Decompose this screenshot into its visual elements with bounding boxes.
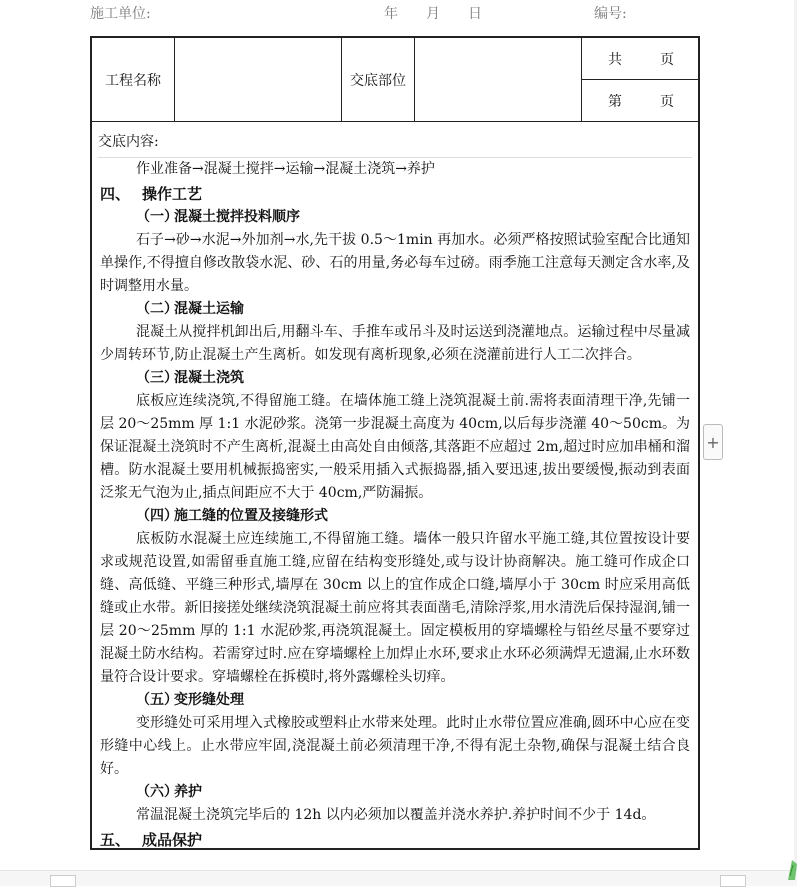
subsection-heading — [100, 298, 690, 321]
section-heading — [100, 183, 690, 206]
total-label: 共 — [608, 51, 622, 68]
part-label: 交底部位 — [350, 72, 406, 89]
paragraph: 变形缝处可采用埋入式橡胶或塑料止水带来处理。此时止水带位置应准确,圆环中心应在变形缝中心线上。止水带应牢固,浇混凝土前必须清理干净,不得有泥土杂物,确保与混凝土结合良好。 — [100, 715, 690, 777]
project-name-value[interactable] — [175, 38, 341, 121]
page-unit-label: 页 — [660, 51, 674, 68]
handover-content — [92, 121, 698, 850]
current-page-row — [582, 80, 700, 121]
subsection-title: 变形缝处理 — [174, 692, 244, 708]
subsection-heading — [100, 689, 690, 712]
number-label: 编号: — [594, 6, 627, 22]
subsection-title: 混凝土浇筑 — [174, 370, 244, 386]
side-expand-button[interactable] — [703, 424, 723, 460]
part-value[interactable] — [415, 38, 581, 121]
subsection-heading — [100, 505, 690, 528]
subsection-number: （三） — [136, 370, 178, 386]
subsection-heading — [100, 367, 690, 390]
page-count-cell — [582, 38, 700, 121]
total-pages-row — [582, 38, 700, 80]
construction-unit-label: 施工单位: — [90, 6, 151, 22]
process-flow: 作业准备→混凝土搅拌→运输→混凝土浇筑→养护 — [136, 161, 435, 177]
page-unit-label: 页 — [660, 93, 674, 110]
subsection-heading — [100, 206, 690, 229]
bottom-scrollbar[interactable] — [0, 870, 797, 886]
paragraph: 常温混凝土浇筑完毕后的 12h 以内必须加以覆盖并浇水养护.养护时间不少于 14d。 — [136, 807, 656, 823]
plus-icon: + — [706, 432, 720, 452]
section-title: 操作工艺 — [142, 185, 203, 203]
paragraph: 底板应连续浇筑,不得留施工缝。在墙体施工缝上浇筑混凝土前.需将表面清理干净,先铺一层 20～25mm 厚 1:1 水泥砂浆。浇第一步混凝土高度为 40cm,以后每步浇灌 40～50cm。为保证混凝土浇筑时不产生离析,混凝土由高处自由倾落,其落距不应超过 2m,超过时应加串桶和溜槽。防水混凝土要用机械振捣密实,一般采用插入式振捣器,插入要迅速,拔出要缓慢,振动到表面泛浆无气泡为止,插点间距应不大于 40cm,严防漏振。 — [100, 393, 690, 501]
subsection-number: （五） — [136, 692, 178, 708]
section-number: 四、 — [100, 185, 131, 203]
scrollbar-stub-right[interactable] — [720, 875, 746, 887]
paragraph: 混凝土从搅拌机卸出后,用翻斗车、手推车或吊斗及时运送到浇灌地点。运输过程中尽量减少周转环节,防止混凝土产生离析。如发现有离析现象,必须在浇灌前进行人工二次拌合。 — [100, 324, 690, 363]
day-label: 日 — [468, 6, 482, 22]
paragraph: 底板防水混凝土应连续施工,不得留施工缝。墙体一般只许留水平施工缝,其位置按设计要求或规范设置,如需留垂直施工缝,应留在结构变形缝处,或与设计协商解决。施工缝可作成企口缝、高低缝、平缝三种形式,墙厚在 30cm 以上的宜作成企口缝,墙厚小于 30cm 时应采用高低缝或止水带。新旧接搓处继续浇筑混凝土前应将其表面凿毛,清除浮浆,用水清洗后保持湿润,铺一层 20～25mm 厚的 1:1 水泥砂浆,再浇筑混凝土。固定模板用的穿墙螺栓与铅丝尽量不要穿过混凝土防水结构。若需穿过时.应在穿墙螺栓上加焊止水环,要求止水环必须满焊无遗漏,止水环数量符合设计要求。穿墙螺栓在拆模时,将外露螺栓头切痒。 — [100, 531, 690, 685]
green-leaf-icon — [786, 856, 797, 880]
section-heading — [100, 829, 690, 850]
form-header-row — [92, 38, 698, 122]
subsection-title: 养护 — [174, 784, 202, 800]
handover-form — [90, 36, 700, 850]
subsection-title: 施工缝的位置及接缝形式 — [174, 508, 328, 524]
subsection-number: （二） — [136, 301, 178, 317]
project-name-label: 工程名称 — [105, 72, 161, 89]
content-body — [92, 158, 698, 850]
section-number: 五、 — [100, 831, 131, 849]
paragraph: 石子→砂→水泥→外加剂→水,先干拔 0.5～1min 再加水。必须严格按照试验室配合比通知单操作,不得擅自修改散袋水泥、砂、石的用量,务必每车过磅。雨季施工注意每天测定含水率,及时调整用水量。 — [100, 232, 690, 294]
current-label: 第 — [608, 93, 622, 110]
subsection-title: 混凝土运输 — [174, 301, 244, 317]
section-title: 成品保护 — [142, 831, 203, 849]
subsection-heading — [100, 781, 690, 804]
subsection-number: （六） — [136, 784, 178, 800]
subsection-number: （四） — [136, 508, 178, 524]
subsection-number: （一） — [136, 209, 178, 225]
subsection-title: 混凝土搅拌投料顺序 — [174, 209, 300, 225]
scrollbar-stub-left[interactable] — [50, 875, 76, 887]
year-label: 年 — [384, 6, 398, 22]
month-label: 月 — [426, 6, 440, 22]
content-label: 交底内容: — [98, 134, 159, 150]
